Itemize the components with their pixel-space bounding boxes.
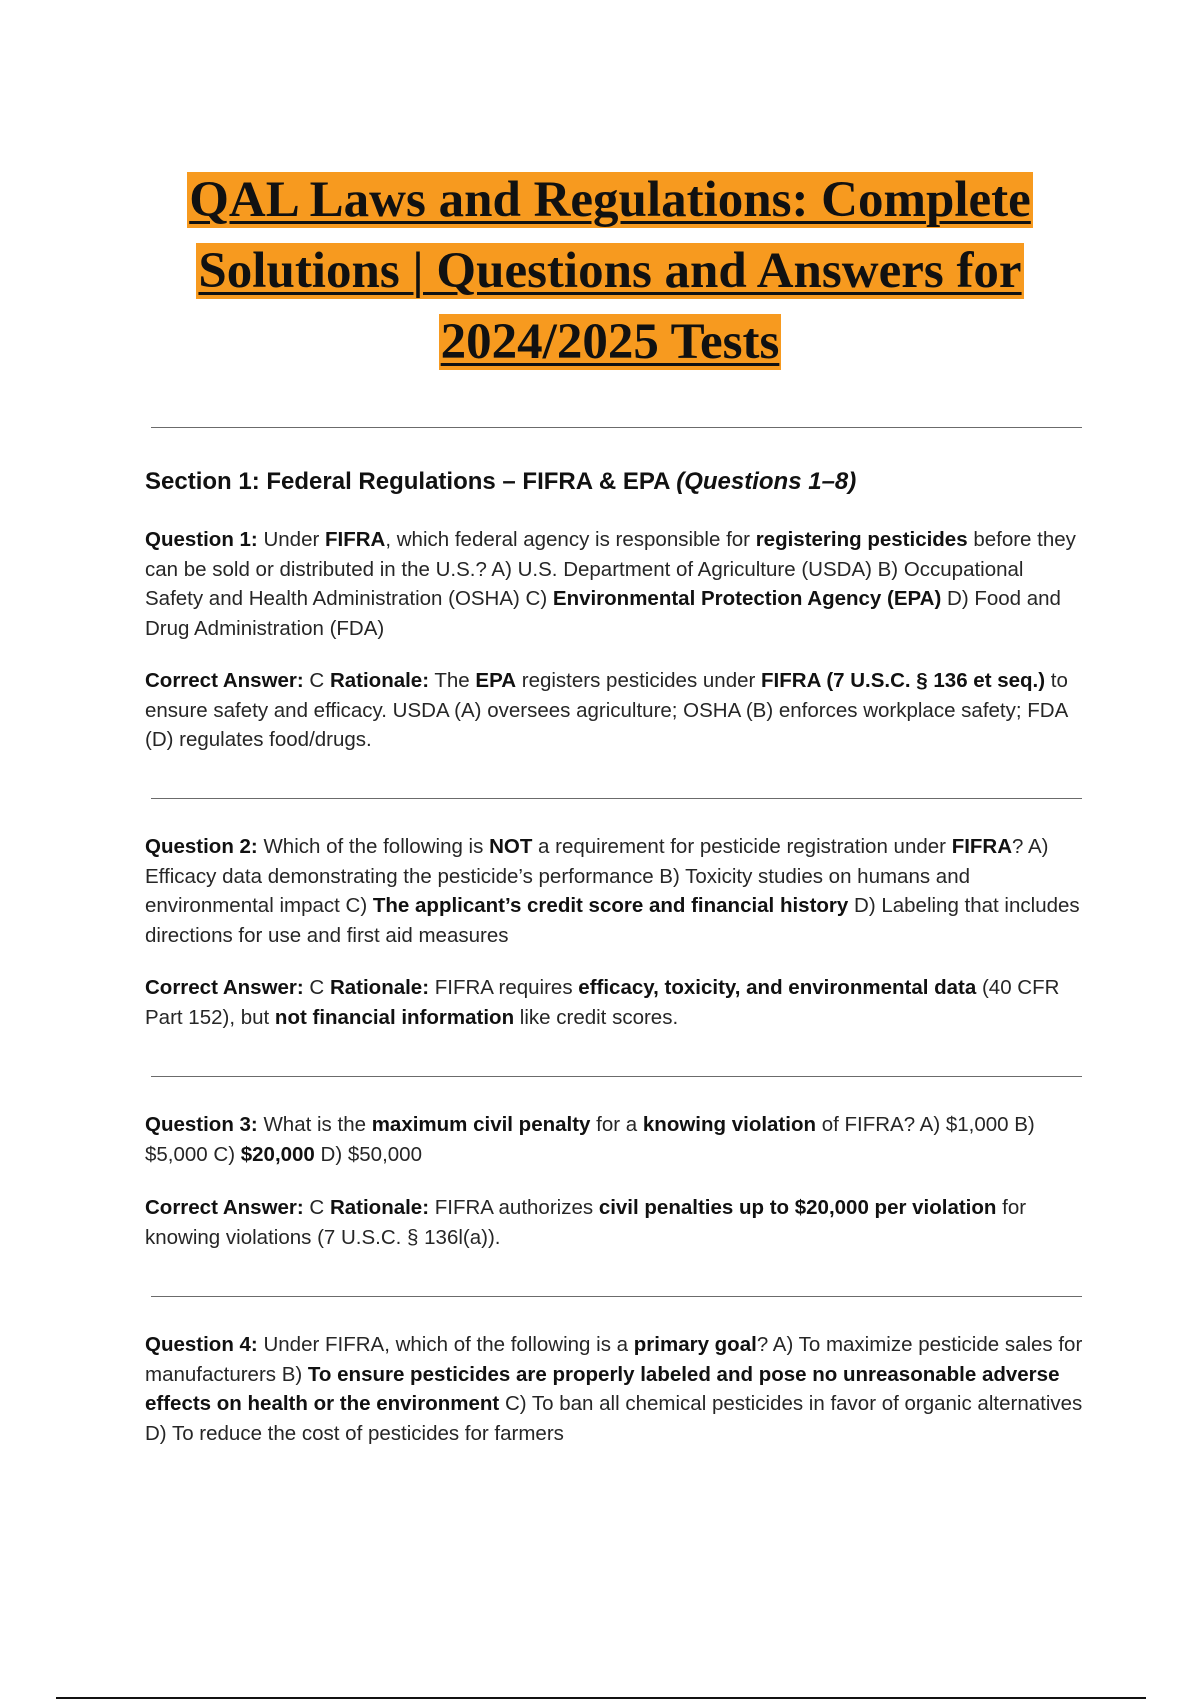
q1-bold-c: Environmental Protection Agency (EPA) <box>552 587 942 610</box>
question-3-label: Question 3: <box>145 1113 258 1136</box>
section-1-heading <box>145 466 856 498</box>
question-2 <box>145 832 1085 950</box>
divider-2 <box>151 798 1082 799</box>
answer-2-text <box>145 973 1085 1032</box>
r3-text-b: for knowing violations (7 U.S.C. § 136l(a)). <box>145 1196 1027 1249</box>
title-line-3: 2024/2025 Tests <box>440 314 780 370</box>
q2-bold-c: The applicant’s credit score and financial history <box>372 894 849 917</box>
q4-bold-b: To ensure pesticides are properly labeled and pose no unreasonable adverse effects on health or the environment <box>145 1362 1060 1415</box>
answer-3 <box>145 1193 1085 1252</box>
question-1 <box>145 525 1085 643</box>
q3-text-c: of FIFRA? A) $1,000 B) $5,000 C) <box>145 1113 1035 1166</box>
page-bottom-border <box>56 1697 1146 1699</box>
q3-bold-b: knowing violation <box>642 1113 816 1136</box>
answer-1-label: Correct Answer: <box>145 669 304 692</box>
q3-bold-c: $20,000 <box>240 1142 315 1166</box>
question-3 <box>145 1110 1085 1169</box>
q2-text-a: Which of the following is <box>257 835 490 858</box>
answer-3-label: Correct Answer: <box>145 1196 304 1219</box>
q3-text-d: D) $50,000 <box>314 1142 422 1166</box>
r2-bold-a: efficacy, toxicity, and environmental data <box>578 976 977 999</box>
r2-text-b: (40 CFR Part 152), but <box>145 976 1060 1029</box>
q2-bold-a: NOT <box>489 835 533 858</box>
q1-bold-a: FIFRA <box>325 528 386 551</box>
answer-2 <box>145 973 1085 1032</box>
r1-bold-b: FIFRA (7 U.S.C. § 136 et seq.) <box>761 669 1046 692</box>
q3-text-a: What is the <box>257 1113 372 1136</box>
r2-bold-b: not financial information <box>274 1005 515 1029</box>
r1-text-a: The <box>429 669 476 692</box>
r1-text-b: registers pesticides under <box>516 669 762 692</box>
r3-text-a: FIFRA authorizes <box>429 1196 599 1219</box>
answer-3-value: C <box>303 1196 330 1219</box>
answer-2-value: C <box>303 976 330 999</box>
r2-text-c: like credit scores. <box>514 1005 679 1029</box>
question-4 <box>145 1330 1085 1448</box>
divider-4 <box>151 1296 1082 1297</box>
answer-1-text <box>145 666 1085 755</box>
q2-text-b: a requirement for pesticide registration under <box>532 835 952 858</box>
q1-bold-b: registering pesticides <box>755 528 968 551</box>
section-1-title: Section 1: Federal Regulations – FIFRA & EPA <box>145 468 670 495</box>
question-4-label: Question 4: <box>145 1333 258 1356</box>
q4-text-b: ? A) To maximize pesticide sales for manufacturers B) <box>145 1333 1083 1386</box>
q3-text-b: for a <box>590 1113 643 1136</box>
q2-text-d: D) Labeling that includes directions for use and first aid measures <box>145 894 1080 947</box>
r1-text-c: to ensure safety and efficacy. USDA (A) oversees agriculture; OSHA (B) enforces workplace safety; FDA (D) regulates food/drugs. <box>145 669 1068 751</box>
q4-text-a: Under FIFRA, which of the following is a <box>257 1333 634 1356</box>
question-1-label: Question 1: <box>145 528 258 551</box>
q4-text-c: C) To ban all chemical pesticides in favor of organic alternatives D) To reduce the cost of pesticides for farmers <box>145 1392 1083 1445</box>
q4-bold-a: primary goal <box>633 1333 757 1356</box>
question-3-text <box>145 1110 1085 1169</box>
answer-2-label: Correct Answer: <box>145 976 304 999</box>
r1-bold-a: EPA <box>475 669 517 692</box>
question-1-text <box>145 525 1085 643</box>
answer-1 <box>145 666 1085 755</box>
divider-3 <box>151 1076 1082 1077</box>
rationale-2-label: Rationale: <box>329 976 430 999</box>
q1-text-d: D) Food and Drug Administration (FDA) <box>145 587 1061 640</box>
answer-1-value: C <box>303 669 330 692</box>
q2-text-c: ? A) Efficacy data demonstrating the pesticide’s performance B) Toxicity studies on humans and environmental impact C) <box>145 835 1049 917</box>
r3-bold-a: civil penalties up to $20,000 per violation <box>598 1196 997 1219</box>
divider-1 <box>151 427 1082 428</box>
question-2-label: Question 2: <box>145 835 258 858</box>
answer-3-text <box>145 1193 1085 1252</box>
q3-bold-a: maximum civil penalty <box>371 1113 591 1136</box>
question-2-text <box>145 832 1085 950</box>
q1-text-a: Under <box>257 528 325 551</box>
rationale-3-label: Rationale: <box>329 1196 430 1219</box>
title-line-1: QAL Laws and Regulations: Complete <box>189 172 1031 228</box>
r2-text-a: FIFRA requires <box>429 976 579 999</box>
rationale-1-label: Rationale: <box>329 669 430 692</box>
title-line-2: Solutions | Questions and Answers for <box>198 243 1022 299</box>
q2-bold-b: FIFRA <box>951 835 1013 858</box>
question-4-text <box>145 1330 1085 1448</box>
document-title <box>150 165 1070 378</box>
q1-text-c: before they can be sold or distributed in the U.S.? A) U.S. Department of Agriculture (USDA) B) Occupational Safety and Health Administration (OSHA) C) <box>145 528 1076 610</box>
section-1-range: (Questions 1–8) <box>676 468 857 495</box>
q1-text-b: , which federal agency is responsible for <box>385 528 756 551</box>
